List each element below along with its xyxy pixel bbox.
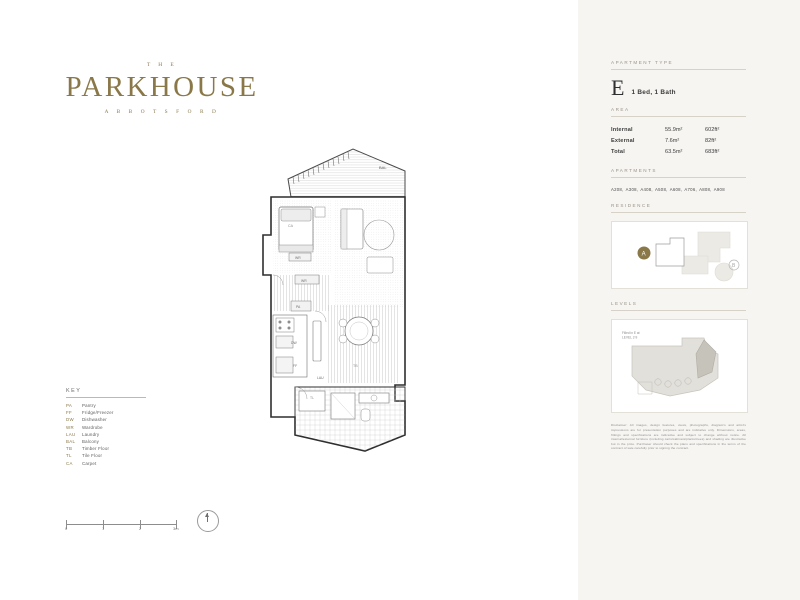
- divider: [611, 69, 746, 70]
- bedroom: [273, 199, 331, 273]
- residence-label: RESIDENCE: [611, 203, 652, 209]
- divider: [611, 116, 746, 117]
- area-label: AREA: [611, 107, 630, 112]
- info-sidebar: [578, 0, 800, 600]
- svg-text:LEVEL 2-9: LEVEL 2-9: [622, 335, 638, 340]
- divider: [611, 177, 746, 178]
- levels-label: LEVELS: [611, 301, 638, 307]
- key-abbr: WR: [66, 424, 74, 430]
- key-label: Tile Floor: [82, 453, 103, 459]
- levels-note-text: Filled in E at: [622, 331, 640, 336]
- label-wr-1: WR: [295, 256, 301, 260]
- brand-suburb: A B B O T S F O R D: [104, 109, 220, 115]
- key-item: [66, 424, 152, 431]
- key-abbr: CA: [66, 460, 73, 466]
- dining: [327, 305, 399, 383]
- brand-logo: [62, 62, 262, 115]
- key-item: [66, 416, 152, 423]
- area-imperial: 683ft²: [705, 149, 720, 155]
- area-imperial: 602ft²: [705, 127, 720, 133]
- label-ca: CA: [288, 224, 293, 228]
- key-item: [66, 402, 152, 409]
- apartments-label: APARTMENTS: [611, 168, 657, 173]
- label-bal: BAL: [379, 165, 387, 170]
- scale-number: 1: [102, 526, 105, 531]
- brand-pre: T H E: [146, 62, 178, 68]
- divider: [611, 310, 746, 311]
- key-label: Dishwasher: [82, 417, 107, 423]
- key-label: Laundry: [82, 431, 100, 437]
- label-ff: FF: [293, 364, 298, 368]
- key-item: [66, 460, 152, 467]
- scale-unit: 3m: [173, 526, 179, 531]
- divider: [611, 212, 746, 213]
- label-tb: TB: [353, 364, 358, 368]
- key-label: Balcony: [82, 439, 100, 445]
- key-label: Timber Floor: [82, 446, 110, 452]
- apartment-type: [611, 75, 746, 100]
- label-lau: LAU: [317, 376, 324, 380]
- north-arrow-icon: [197, 510, 219, 532]
- label-wr-2: WR: [301, 279, 307, 283]
- apartment-type-label: APARTMENT TYPE: [611, 60, 674, 65]
- scale-number: 2: [139, 526, 142, 531]
- area-metric: 55.9m²: [665, 127, 683, 133]
- label-tl: TL: [310, 396, 314, 400]
- key-item: [66, 438, 152, 445]
- table-row: [611, 136, 746, 147]
- key-label: Pantry: [82, 403, 96, 408]
- residence-marker-b-label: B: [732, 263, 736, 270]
- key-item: [66, 452, 152, 459]
- key-abbr: BAL: [66, 439, 76, 445]
- apartments-list: A208, A308, A408, A508, A608, A706, A808, A908: [611, 187, 725, 192]
- disclaimer-text: Disclaimer: All images, design features, views, photographs, diagram's and artist's impressions are for presentation purposes and are indicative only. Dimensions, areas, fittings and specifications are indicative and subject to change without notice. All internal/external furniture (including carts/cabinets/plants/trees) and shading are illustrative but in the price. Purchaser should check the plans and specifications in the terms of the contract of sale carefully prior to signing the contract.: [611, 423, 746, 451]
- key-abbr: LAU: [66, 431, 76, 437]
- key-abbr: TB: [66, 446, 73, 452]
- key-label: Wardrobe: [82, 424, 103, 430]
- key-abbr: TL: [66, 453, 72, 459]
- residence-marker-a-label: A: [641, 251, 646, 258]
- area-table: [611, 125, 746, 158]
- bathroom-laundry: [295, 376, 405, 451]
- residence-diagram[interactable]: [611, 221, 748, 289]
- key-item: [66, 431, 152, 438]
- key-title: KEY: [66, 388, 82, 394]
- balcony-area: [288, 149, 405, 197]
- scale-bar: [66, 516, 192, 534]
- type-description: 1 Bed, 1 Bath: [631, 89, 676, 96]
- key-item: [66, 409, 152, 416]
- label-dw: DW: [291, 341, 297, 345]
- key-abbr: PA: [66, 403, 73, 408]
- key-label: Fridge/Freezer: [82, 410, 114, 416]
- brand-name: PARKHOUSE: [65, 71, 259, 103]
- table-row: [611, 125, 746, 136]
- key-abbr: FF: [66, 410, 72, 416]
- living-room: [335, 199, 403, 307]
- area-name: Internal: [611, 127, 633, 133]
- key-label: Carpet: [82, 460, 97, 466]
- key-legend: [66, 388, 152, 467]
- area-metric: 7.6m²: [665, 138, 680, 144]
- area-name: Total: [611, 149, 625, 155]
- area-metric: 63.5m²: [665, 149, 683, 155]
- floorplan-drawing: [255, 135, 435, 470]
- key-abbr: DW: [66, 417, 74, 423]
- table-row: [611, 147, 746, 158]
- scale-number: 0: [65, 526, 68, 531]
- scale-line: [66, 524, 176, 525]
- label-pa: PA: [296, 305, 301, 309]
- key-divider: [66, 397, 146, 398]
- area-imperial: 82ft²: [705, 138, 717, 144]
- area-name: External: [611, 138, 635, 144]
- key-item: [66, 445, 152, 452]
- type-letter: E: [611, 75, 625, 100]
- levels-diagram[interactable]: [611, 319, 748, 413]
